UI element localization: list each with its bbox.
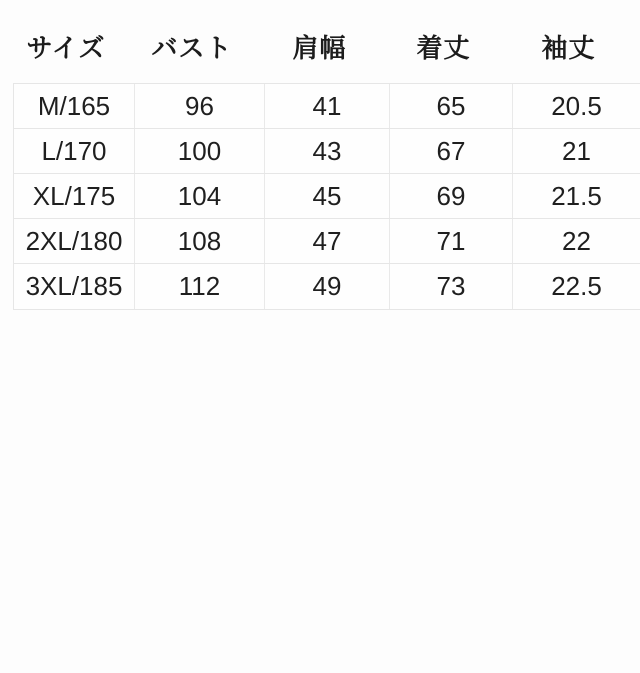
column-header-size: サイズ: [26, 33, 106, 64]
column-header-shoulder-width: 肩幅: [292, 33, 347, 64]
column-header-body-length: 着丈: [416, 33, 471, 64]
cell-size: 3XL/185: [14, 264, 135, 309]
cell-sleeve-length: 20.5: [551, 90, 602, 121]
table-row-l-170: [14, 129, 640, 174]
cell-size: L/170: [14, 129, 135, 173]
cell-shoulder: 41: [265, 84, 390, 128]
size-chart: [13, 18, 640, 310]
cell-sleeve-length: 21.5: [551, 180, 602, 211]
cell-sleeve-length: 22.5: [551, 271, 602, 301]
cell-size: 2XL/180: [14, 219, 135, 263]
cell-shoulder: 43: [265, 129, 390, 173]
table-row-m-165: [14, 84, 640, 129]
cell-bust: 112: [135, 264, 265, 309]
size-chart-header-row: [5, 18, 632, 74]
size-chart-table-body: [13, 83, 640, 310]
table-row-2xl-180: [14, 219, 640, 264]
cell-body-length: 73: [390, 264, 513, 309]
cell-sleeve-length: 22: [562, 225, 591, 256]
cell-sleeve-length: 21: [562, 135, 591, 166]
cell-body-length: 65: [390, 84, 513, 128]
cell-bust: 100: [135, 129, 265, 173]
cell-bust: 104: [135, 174, 265, 218]
column-header-bust: バスト: [151, 33, 233, 64]
cell-size: M/165: [14, 84, 135, 128]
cell-body-length: 71: [390, 219, 513, 263]
table-row-xl-175: [14, 174, 640, 219]
cell-shoulder: 49: [265, 264, 390, 309]
cell-bust: 108: [135, 219, 265, 263]
cell-body-length: 67: [390, 129, 513, 173]
table-row-3xl-185: [14, 264, 640, 309]
cell-body-length: 69: [390, 174, 513, 218]
cell-size: XL/175: [14, 174, 135, 218]
cell-bust: 96: [135, 84, 265, 128]
cell-shoulder: 45: [265, 174, 390, 218]
cell-shoulder: 47: [265, 219, 390, 263]
column-header-sleeve-length: 袖丈: [541, 33, 596, 64]
